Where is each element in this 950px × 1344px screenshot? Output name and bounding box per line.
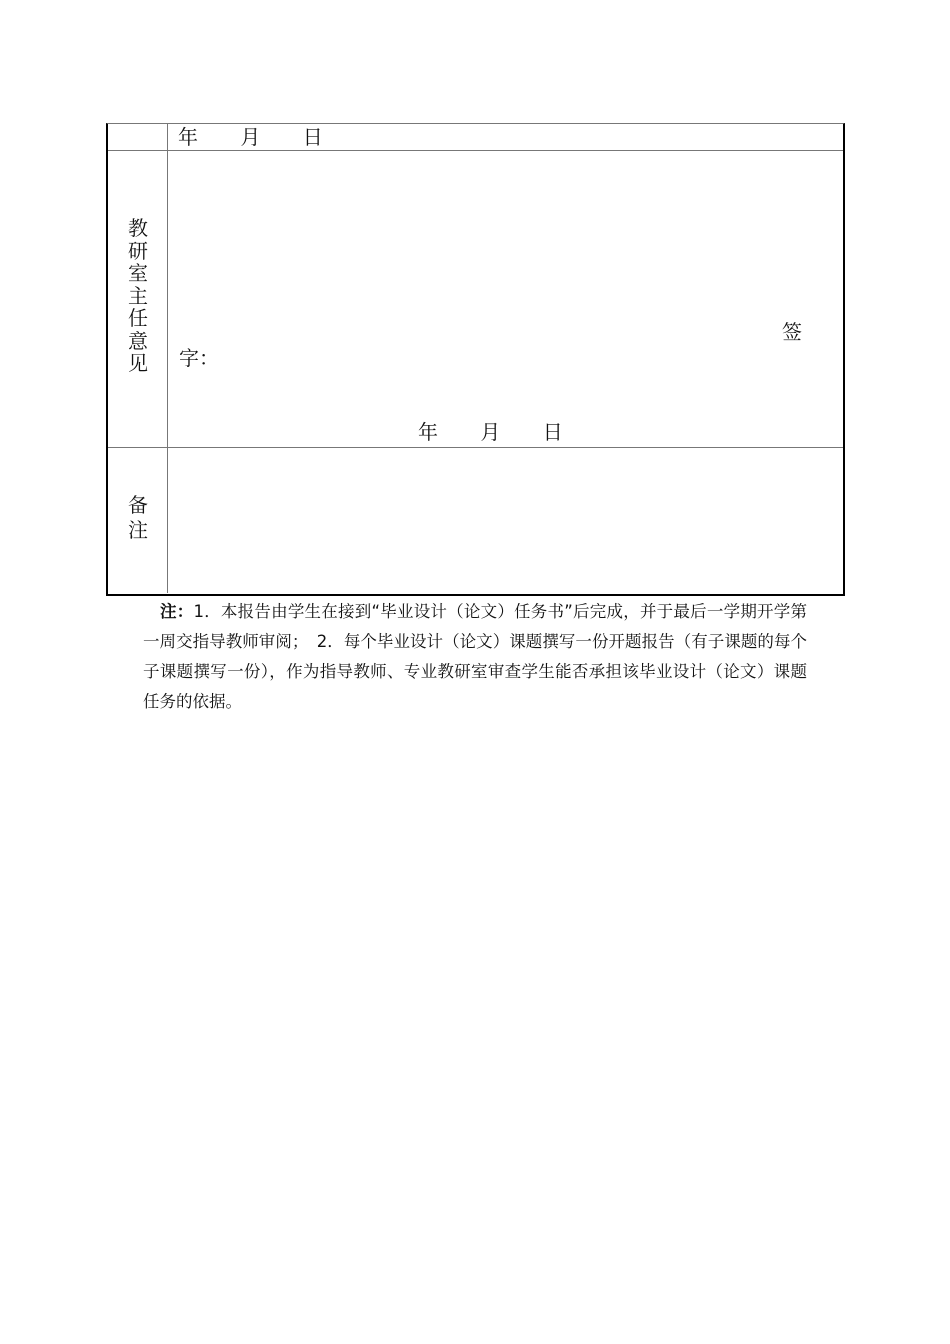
empty-label-cell <box>108 124 168 150</box>
director-opinion-row <box>108 150 843 448</box>
director-opinion-date: 年 月 日 <box>418 420 563 444</box>
footnote-text: 1．本报告由学生在接到“毕业设计（论文）任务书”后完成，并于最后一学期开学第一周交指导教师审阅； 2．每个毕业设计（论文）课题撰写一份开题报告（有子课题的每个子课题撰写一份），作为指导教师、专业教研室审查学生能否承担该毕业设计（论文）课题任务的依据。 <box>143 602 807 711</box>
remarks-label: 备 注 <box>128 493 148 542</box>
previous-section-date: 年 月 日 <box>178 125 323 149</box>
remarks-label-cell <box>108 447 168 593</box>
remarks-row <box>108 447 843 593</box>
previous-section-date-row <box>108 124 843 151</box>
director-opinion-label-cell <box>108 150 168 447</box>
signature-label-first: 签 <box>782 320 802 344</box>
director-opinion-label: 教 研 室 主 任 意 见 <box>128 216 148 375</box>
footnote-prefix: 注： <box>160 602 194 621</box>
opinion-form-table <box>106 123 845 596</box>
signature-label-second: 字： <box>179 346 219 370</box>
footnote <box>143 597 807 717</box>
